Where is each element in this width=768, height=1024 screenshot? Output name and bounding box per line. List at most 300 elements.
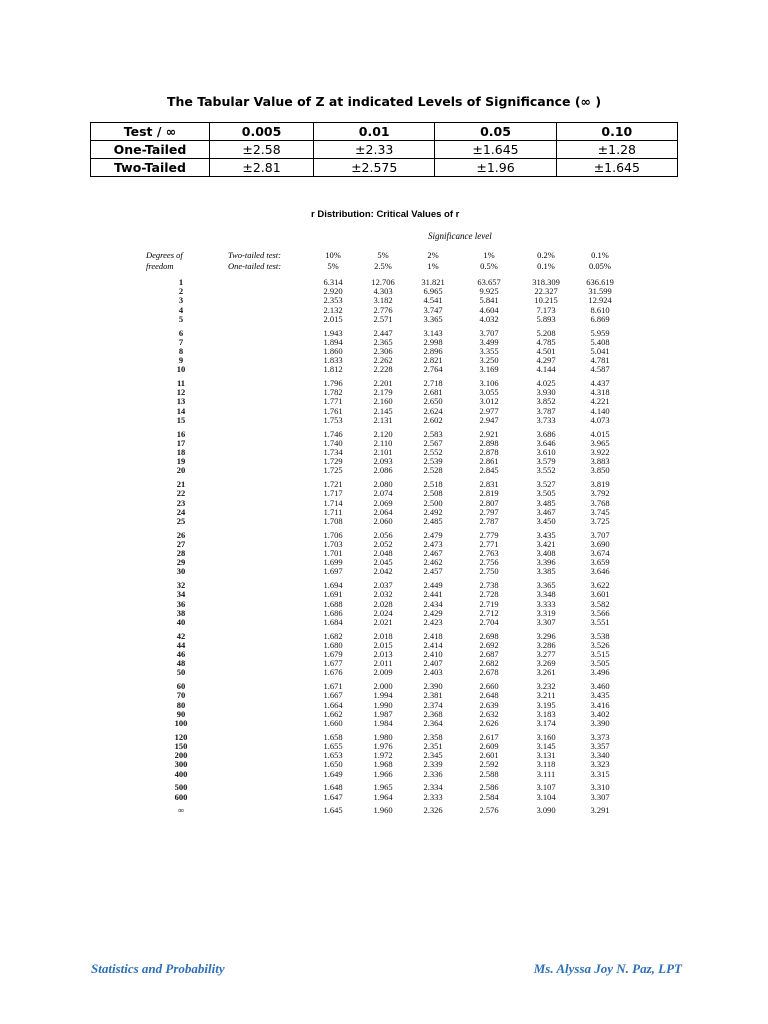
significance-level-header	[520, 250, 572, 272]
df-value: 36	[176, 598, 186, 609]
critical-value: 2.750	[479, 566, 499, 577]
critical-value: 2.898	[479, 437, 499, 448]
one-tailed-level: 2.5%	[374, 261, 392, 271]
critical-value: 3.733	[536, 414, 556, 425]
critical-value: 3.104	[536, 791, 556, 802]
df-value: 44	[176, 639, 186, 650]
df-label-line2: freedom	[146, 261, 174, 271]
critical-value: 2.845	[479, 465, 499, 476]
critical-value: 1.645	[323, 805, 343, 816]
critical-value: 4.318	[590, 387, 610, 398]
critical-value: 2.120	[373, 428, 393, 439]
critical-value: 4.785	[536, 336, 556, 347]
df-value: 13	[176, 396, 186, 407]
value-group	[407, 733, 459, 779]
value-group	[357, 682, 409, 728]
critical-value: 1.734	[323, 446, 343, 457]
critical-value: 3.296	[536, 630, 556, 641]
critical-value: 3.232	[536, 681, 556, 692]
critical-value: 3.930	[536, 387, 556, 398]
critical-value: 2.779	[479, 529, 499, 540]
critical-value: 2.764	[423, 364, 443, 375]
critical-value: 4.303	[373, 286, 393, 297]
critical-value: 3.307	[590, 791, 610, 802]
critical-value: 3.416	[590, 699, 610, 710]
critical-value: 3.107	[536, 782, 556, 793]
df-value: 7	[178, 336, 184, 347]
critical-value: 1.994	[373, 690, 393, 701]
critical-value: 2.132	[323, 304, 343, 315]
z-table	[90, 122, 678, 177]
critical-value: 1.833	[323, 355, 343, 366]
critical-value: 2.492	[423, 506, 443, 517]
critical-value: 1.648	[323, 782, 343, 793]
z-row-label: Two-Tailed	[91, 159, 210, 177]
z-header-test: Test / ∞	[91, 123, 210, 141]
df-group	[156, 783, 206, 801]
df-value: 40	[176, 616, 186, 627]
critical-value: 2.771	[479, 538, 499, 549]
two-tailed-level: 1%	[483, 250, 495, 260]
value-group	[520, 531, 572, 577]
value-group	[574, 329, 626, 375]
two-tailed-level: 2%	[427, 250, 439, 260]
critical-value: 3.467	[536, 506, 556, 517]
critical-value: 1.725	[323, 465, 343, 476]
critical-value: 3.496	[590, 667, 610, 678]
value-group	[357, 379, 409, 425]
critical-value: 3.566	[590, 607, 610, 618]
value-group	[407, 278, 459, 324]
critical-value: 3.646	[536, 437, 556, 448]
df-value: 3	[178, 295, 184, 306]
critical-value: 3.319	[536, 607, 556, 618]
critical-value: 2.467	[423, 548, 443, 559]
critical-value: 2.571	[373, 313, 393, 324]
test-type-labels	[228, 250, 281, 272]
critical-value: 2.698	[479, 630, 499, 641]
value-group	[520, 733, 572, 779]
critical-value: 2.584	[479, 791, 499, 802]
critical-value: 2.060	[373, 515, 393, 526]
critical-value: 3.922	[590, 446, 610, 457]
df-value: 6	[178, 327, 184, 338]
critical-value: 1.968	[373, 759, 393, 770]
critical-value: 3.527	[536, 479, 556, 490]
critical-value: 2.807	[479, 497, 499, 508]
critical-value: 1.691	[323, 589, 343, 600]
critical-value: 2.064	[373, 506, 393, 517]
critical-value: 1.688	[323, 598, 343, 609]
value-group	[307, 480, 359, 526]
value-group	[407, 581, 459, 627]
critical-value: 3.435	[590, 690, 610, 701]
critical-value: 2.074	[373, 488, 393, 499]
critical-value: 3.408	[536, 548, 556, 559]
critical-value: 3.747	[423, 304, 443, 315]
critical-value: 4.073	[590, 414, 610, 425]
critical-value: 3.261	[536, 667, 556, 678]
critical-value: 1.708	[323, 515, 343, 526]
critical-value: 2.479	[423, 529, 443, 540]
critical-value: 2.682	[479, 658, 499, 669]
critical-value: 1.812	[323, 364, 343, 375]
critical-value: 2.626	[479, 718, 499, 728]
value-group	[463, 278, 515, 324]
one-tailed-label: One-tailed test:	[228, 261, 282, 271]
critical-value: 2.728	[479, 589, 499, 600]
degrees-of-freedom-label	[146, 250, 183, 272]
critical-value: 2.423	[423, 616, 443, 627]
critical-value: 3.160	[536, 731, 556, 742]
critical-value: 2.015	[323, 313, 343, 324]
critical-value: 3.552	[536, 465, 556, 476]
critical-value: 636.619	[586, 277, 614, 287]
df-value: 24	[176, 506, 186, 517]
critical-value: 2.920	[323, 286, 343, 297]
critical-value: 2.632	[479, 708, 499, 719]
value-group	[463, 682, 515, 728]
value-group	[463, 430, 515, 476]
critical-value: 1.706	[323, 529, 343, 540]
critical-value: 3.269	[536, 658, 556, 669]
critical-value: 2.351	[423, 740, 443, 751]
significance-level-label: Significance level	[428, 231, 492, 241]
df-value: 60	[176, 681, 186, 692]
one-tailed-level: 0.05%	[589, 261, 611, 271]
critical-value: 2.353	[323, 295, 343, 306]
df-value: 21	[176, 479, 186, 490]
critical-value: 2.042	[373, 566, 393, 577]
df-value: 29	[176, 557, 186, 568]
critical-value: 2.447	[373, 327, 393, 338]
critical-value: 4.437	[590, 378, 610, 389]
significance-level-header	[307, 250, 359, 272]
r-table-title: r Distribution: Critical Values of r	[311, 209, 460, 220]
critical-value: 2.719	[479, 598, 499, 609]
critical-value: 3.485	[536, 497, 556, 508]
critical-value: 1.964	[373, 791, 393, 802]
z-cell: ±2.575	[314, 159, 435, 177]
critical-value: 2.093	[373, 456, 393, 467]
critical-value: 2.032	[373, 589, 393, 600]
critical-value: 8.610	[590, 304, 610, 315]
critical-value: 2.998	[423, 336, 443, 347]
critical-value: 2.648	[479, 690, 499, 701]
critical-value: 2.013	[373, 649, 393, 660]
critical-value: 2.080	[373, 479, 393, 490]
critical-value: 2.333	[423, 791, 443, 802]
df-value: 42	[176, 630, 186, 641]
critical-value: 3.111	[536, 768, 556, 779]
df-value: 90	[176, 708, 186, 719]
critical-value: 4.587	[590, 364, 610, 375]
value-group	[407, 329, 459, 375]
value-group	[574, 278, 626, 324]
critical-value: 4.781	[590, 355, 610, 366]
critical-value: 2.756	[479, 557, 499, 568]
critical-value: 3.707	[590, 529, 610, 540]
z-cell: ±2.33	[314, 141, 435, 159]
two-tailed-level: 0.2%	[537, 250, 555, 260]
critical-value-column	[520, 278, 572, 820]
z-table-row-two-tailed	[91, 159, 678, 177]
value-group	[307, 632, 359, 678]
z-header-005: 0.05	[435, 123, 556, 141]
z-table-row-one-tailed	[91, 141, 678, 159]
value-group	[357, 581, 409, 627]
value-group	[357, 806, 409, 815]
critical-value: 10.215	[534, 295, 558, 306]
value-group	[307, 581, 359, 627]
z-table-header-row	[91, 123, 678, 141]
critical-value: 3.373	[590, 731, 610, 742]
value-group	[520, 682, 572, 728]
critical-value: 3.659	[590, 557, 610, 568]
df-group	[156, 278, 206, 324]
critical-value: 9.925	[479, 286, 499, 297]
critical-value: 2.131	[373, 414, 393, 425]
critical-value: 2.358	[423, 731, 443, 742]
z-cell: ±1.96	[435, 159, 556, 177]
critical-value: 3.819	[590, 479, 610, 490]
critical-value: 2.831	[479, 479, 499, 490]
critical-value: 3.499	[479, 336, 499, 347]
critical-value: 3.579	[536, 456, 556, 467]
value-group	[357, 632, 409, 678]
df-value: 19	[176, 456, 186, 467]
z-table-title: The Tabular Value of Z at indicated Levels of Significance (∞ )	[166, 94, 602, 109]
critical-value: 1.746	[323, 428, 343, 439]
critical-value: 2.650	[423, 396, 443, 407]
critical-value: 2.407	[423, 658, 443, 669]
critical-value: 2.977	[479, 405, 499, 416]
critical-value-column	[307, 278, 359, 820]
df-group	[156, 480, 206, 526]
value-group	[307, 783, 359, 801]
critical-value: 2.414	[423, 639, 443, 650]
value-group	[520, 806, 572, 815]
value-group	[307, 733, 359, 779]
critical-value: 2.179	[373, 387, 393, 398]
critical-value: 2.345	[423, 750, 443, 761]
df-value: 20	[176, 465, 186, 476]
value-group	[574, 632, 626, 678]
critical-value: 4.025	[536, 378, 556, 389]
critical-value: 2.441	[423, 589, 443, 600]
df-value: 9	[178, 355, 184, 366]
critical-value: 1.972	[373, 750, 393, 761]
critical-value: 2.021	[373, 616, 393, 627]
critical-value: 3.390	[590, 718, 610, 728]
df-column	[156, 278, 206, 820]
critical-value: 3.745	[590, 506, 610, 517]
critical-value: 3.307	[536, 616, 556, 627]
df-value: 70	[176, 690, 186, 701]
two-tailed-label: Two-tailed test:	[228, 250, 281, 260]
critical-value-column	[463, 278, 515, 820]
value-group	[357, 783, 409, 801]
footer-author: Ms. Alyssa Joy N. Paz, LPT	[533, 961, 682, 976]
df-value: 200	[174, 750, 188, 761]
critical-value: 2.787	[479, 515, 499, 526]
critical-value: 3.646	[590, 566, 610, 577]
critical-value: 3.450	[536, 515, 556, 526]
value-group	[574, 531, 626, 577]
critical-value: 3.707	[479, 327, 499, 338]
critical-value: 1.655	[323, 740, 343, 751]
critical-value: 2.660	[479, 681, 499, 692]
critical-value: 3.348	[536, 589, 556, 600]
critical-value: 1.740	[323, 437, 343, 448]
value-group	[307, 379, 359, 425]
critical-value: 2.776	[373, 304, 393, 315]
value-group	[407, 632, 459, 678]
value-group	[574, 581, 626, 627]
critical-value: 2.586	[479, 782, 499, 793]
critical-value: 3.850	[590, 465, 610, 476]
value-group	[574, 783, 626, 801]
critical-value: 1.960	[373, 805, 393, 816]
critical-value: 3.396	[536, 557, 556, 568]
critical-value: 3.250	[479, 355, 499, 366]
critical-value: 3.333	[536, 598, 556, 609]
critical-value: 2.028	[373, 598, 393, 609]
critical-value: 3.965	[590, 437, 610, 448]
critical-value: 3.385	[536, 566, 556, 577]
critical-value: 1.714	[323, 497, 343, 508]
critical-value: 1.667	[323, 690, 343, 701]
critical-value: 3.310	[590, 782, 610, 793]
significance-level-header	[357, 250, 409, 272]
critical-value: 3.174	[536, 718, 556, 728]
value-group	[463, 632, 515, 678]
df-group	[156, 531, 206, 577]
critical-value: 2.738	[479, 580, 499, 591]
df-value: 23	[176, 497, 186, 508]
critical-value: 2.364	[423, 718, 443, 728]
critical-value: 2.539	[423, 456, 443, 467]
critical-value: 3.515	[590, 649, 610, 660]
value-group	[407, 806, 459, 815]
critical-value: 22.327	[534, 286, 558, 297]
critical-value: 4.144	[536, 364, 556, 375]
df-value: ∞	[177, 805, 185, 816]
critical-value: 1.684	[323, 616, 343, 627]
critical-value: 31.599	[588, 286, 612, 297]
df-value: 27	[176, 538, 186, 549]
critical-value: 2.921	[479, 428, 499, 439]
critical-value: 3.291	[590, 805, 610, 816]
critical-value: 2.086	[373, 465, 393, 476]
critical-value: 3.195	[536, 699, 556, 710]
critical-value: 2.201	[373, 378, 393, 389]
value-group	[407, 531, 459, 577]
critical-value: 2.508	[423, 488, 443, 499]
critical-value: 4.541	[423, 295, 443, 306]
critical-value: 2.528	[423, 465, 443, 476]
df-value: 400	[174, 768, 188, 779]
critical-value: 3.852	[536, 396, 556, 407]
z-header-010: 0.10	[556, 123, 677, 141]
two-tailed-level: 0.1%	[591, 250, 609, 260]
critical-value: 5.893	[536, 313, 556, 324]
value-group	[574, 480, 626, 526]
critical-value: 2.262	[373, 355, 393, 366]
critical-value: 2.639	[479, 699, 499, 710]
critical-value: 3.182	[373, 295, 393, 306]
critical-value: 1.894	[323, 336, 343, 347]
value-group	[574, 379, 626, 425]
z-cell: ±2.58	[210, 141, 314, 159]
critical-value: 2.368	[423, 708, 443, 719]
critical-value: 1.682	[323, 630, 343, 641]
df-value: 150	[174, 740, 188, 751]
critical-value: 2.069	[373, 497, 393, 508]
value-group	[520, 480, 572, 526]
critical-value: 1.653	[323, 750, 343, 761]
df-value: 14	[176, 405, 186, 416]
critical-value: 12.706	[371, 277, 395, 287]
critical-value: 2.797	[479, 506, 499, 517]
critical-value: 2.624	[423, 405, 443, 416]
value-group	[357, 430, 409, 476]
critical-value: 2.609	[479, 740, 499, 751]
critical-value: 1.966	[373, 768, 393, 779]
value-group	[357, 329, 409, 375]
critical-value: 3.402	[590, 708, 610, 719]
critical-value: 1.664	[323, 699, 343, 710]
two-tailed-level: 10%	[325, 250, 341, 260]
df-group	[156, 430, 206, 476]
critical-value: 2.592	[479, 759, 499, 770]
critical-value: 2.339	[423, 759, 443, 770]
critical-value: 2.306	[373, 345, 393, 356]
significance-level-header	[463, 250, 515, 272]
critical-value: 2.429	[423, 607, 443, 618]
critical-value: 1.671	[323, 681, 343, 692]
critical-value: 2.101	[373, 446, 393, 457]
critical-value: 4.015	[590, 428, 610, 439]
critical-value: 2.567	[423, 437, 443, 448]
critical-value: 1.990	[373, 699, 393, 710]
two-tailed-level: 5%	[377, 250, 389, 260]
df-value: 38	[176, 607, 186, 618]
df-value: 8	[178, 345, 184, 356]
critical-value: 1.984	[373, 718, 393, 728]
value-group	[463, 733, 515, 779]
critical-value: 3.131	[536, 750, 556, 761]
critical-value: 3.365	[536, 580, 556, 591]
critical-value: 2.037	[373, 580, 393, 591]
critical-value: 3.169	[479, 364, 499, 375]
critical-value: 1.717	[323, 488, 343, 499]
critical-value: 1.649	[323, 768, 343, 779]
value-group	[307, 329, 359, 375]
critical-value: 1.721	[323, 479, 343, 490]
df-group	[156, 733, 206, 779]
critical-value: 3.435	[536, 529, 556, 540]
critical-value: 2.390	[423, 681, 443, 692]
critical-value: 1.679	[323, 649, 343, 660]
critical-value: 1.771	[323, 396, 343, 407]
df-value: 120	[174, 731, 188, 742]
one-tailed-level: 0.5%	[480, 261, 498, 271]
value-group	[407, 783, 459, 801]
critical-value: 2.588	[479, 768, 499, 779]
value-group	[307, 806, 359, 815]
critical-value: 1.660	[323, 718, 343, 728]
